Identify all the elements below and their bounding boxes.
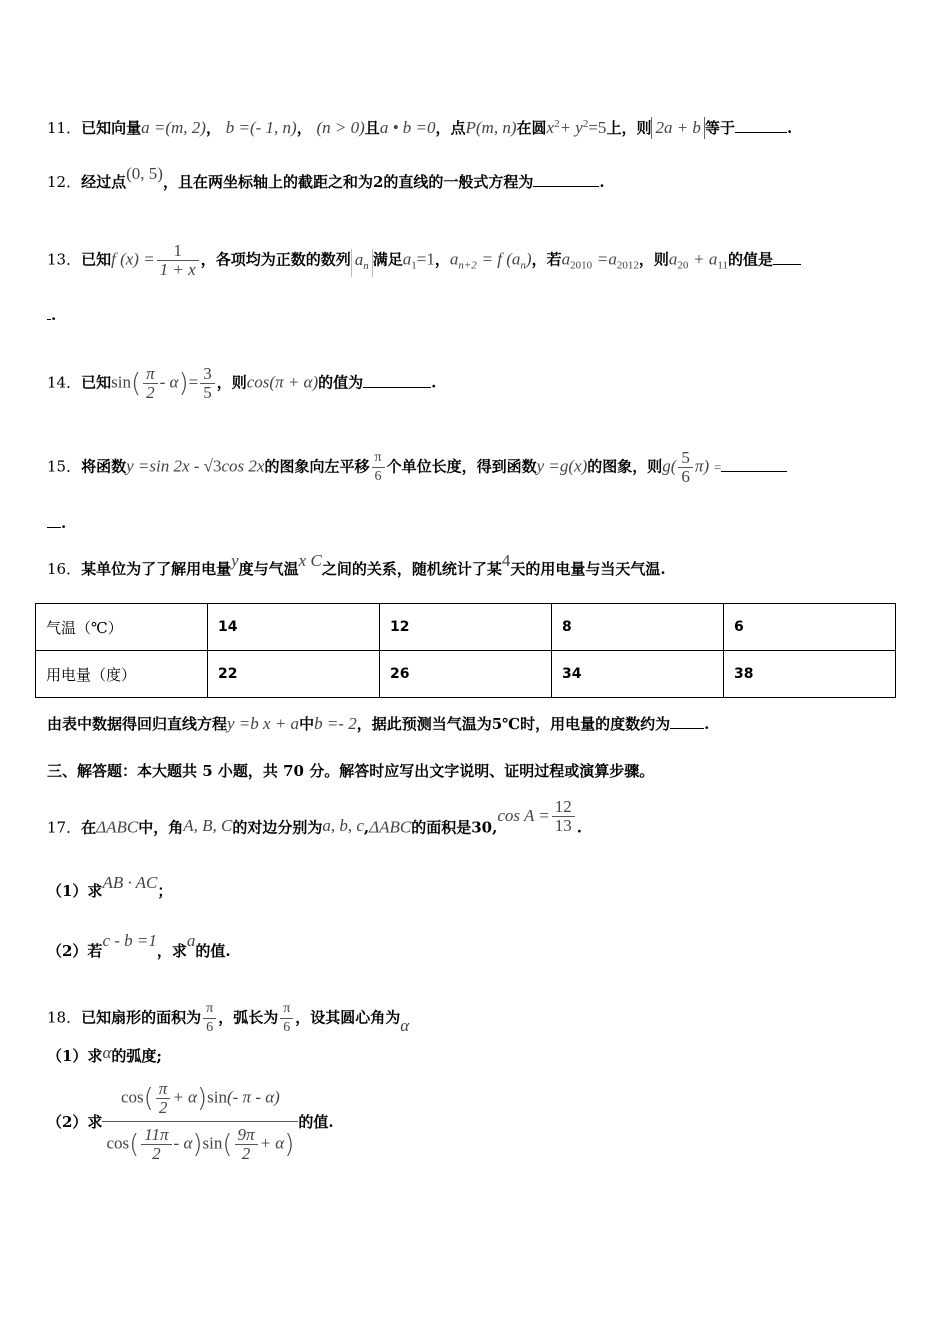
table-row — [36, 604, 896, 651]
math: a — [561, 249, 571, 269]
math-abs: 2a + b — [651, 117, 704, 139]
answer-blank-cont[interactable] — [47, 513, 61, 528]
text: . — [576, 818, 582, 837]
superscript: 2 — [554, 118, 560, 130]
math: P(m, n) — [465, 118, 517, 137]
question-14 — [47, 365, 436, 402]
text: 在 — [81, 818, 97, 837]
denominator: 13 — [552, 816, 575, 835]
data-table — [35, 603, 896, 698]
math: = f (a — [481, 249, 521, 269]
question-18 — [47, 1000, 409, 1037]
math: x — [546, 118, 555, 137]
text: 的面积是 — [411, 818, 472, 837]
question-11 — [47, 113, 792, 139]
math: cos — [120, 1087, 144, 1107]
text: 天的用电量与当天气温. — [510, 560, 666, 578]
text: 等于 — [704, 119, 735, 137]
question-number: 13． — [47, 250, 82, 269]
denominator: 1 + x — [157, 260, 199, 279]
math: =1 — [416, 249, 435, 269]
text: 的值为 — [318, 373, 364, 392]
table-cell: 气温（℃） — [36, 604, 208, 651]
text: ，且在两坐标轴上的截距之和为 — [162, 173, 373, 191]
text: . — [786, 119, 793, 137]
text: . — [599, 173, 605, 191]
subscript: 1 — [411, 259, 417, 272]
question-number: 11． — [47, 119, 82, 137]
big-numerator — [102, 1080, 298, 1121]
math: a, b, c — [322, 815, 364, 835]
text: 的图象，则 — [587, 457, 663, 476]
math: + a — [693, 249, 718, 269]
math: f (x) = — [111, 249, 155, 269]
text: 中 — [299, 715, 315, 733]
text: 上，则 — [606, 119, 652, 137]
table-cell: 34 — [552, 651, 724, 698]
text: 2 — [372, 173, 384, 191]
text: . — [431, 373, 437, 392]
text: （1）求 — [47, 1047, 103, 1065]
right-paren: ) — [196, 1083, 208, 1114]
text: ，则 — [216, 373, 247, 392]
table-cell: 38 — [724, 651, 896, 698]
math: a — [402, 249, 412, 269]
question-18-part-2 — [47, 1080, 334, 1163]
math: (- π - α) — [226, 1087, 280, 1107]
question-16-after — [47, 713, 709, 735]
math: + y — [559, 118, 583, 137]
math: = — [713, 459, 722, 475]
math: AB · AC — [102, 873, 158, 892]
right-paren: ) — [284, 1129, 295, 1160]
text: 的值. — [298, 1113, 334, 1131]
text: 的弧度; — [111, 1047, 162, 1065]
text: ，弧长为 — [218, 1008, 279, 1027]
fraction — [235, 1126, 258, 1163]
question-17 — [47, 797, 582, 847]
text: . — [51, 306, 57, 324]
math: sin — [207, 1087, 227, 1107]
math: 4 — [501, 551, 511, 570]
math: + α — [172, 1087, 197, 1107]
numerator: π — [206, 1001, 214, 1016]
text: ，设其圆心角为 — [295, 1008, 401, 1027]
text: 的直线的一般式方程为 — [383, 173, 534, 191]
denominator: 6 — [280, 1018, 293, 1037]
text: 的图象向左平移 — [264, 457, 370, 476]
subscript: n+2 — [458, 259, 477, 272]
table-cell: 12 — [380, 604, 552, 651]
answer-blank[interactable] — [735, 118, 787, 133]
question-number: 15． — [47, 457, 82, 476]
subscript: 11 — [717, 259, 728, 272]
fraction — [372, 449, 385, 486]
numerator: 12 — [554, 797, 572, 816]
table-cell: 14 — [208, 604, 380, 651]
math: x C — [298, 551, 322, 570]
fraction — [156, 1080, 171, 1117]
question-12 — [47, 164, 605, 193]
math: c - b =1 — [102, 931, 157, 950]
superscript: 2 — [582, 118, 589, 130]
answer-blank[interactable] — [670, 714, 704, 729]
text: 经过点 — [81, 173, 127, 191]
question-13-continuation — [47, 304, 56, 326]
math: cos 2x — [221, 456, 265, 476]
question-16 — [47, 551, 666, 580]
numerator: 11π — [144, 1125, 169, 1144]
text: 且 — [364, 119, 380, 137]
text: ， — [296, 119, 312, 137]
question-17-part-2 — [47, 931, 231, 962]
numerator: π — [146, 364, 155, 383]
math: y =g(x) — [536, 456, 588, 476]
numerator: 3 — [203, 364, 212, 383]
math: √3 — [203, 456, 222, 476]
table-cell: 8 — [552, 604, 724, 651]
math: A, B, C — [183, 815, 233, 835]
text: 的对边分别为 — [232, 818, 323, 837]
answer-blank[interactable] — [363, 373, 431, 388]
subscript: n — [520, 259, 526, 272]
text: 已知 — [81, 373, 112, 392]
math: a — [186, 931, 196, 950]
fraction — [203, 1000, 216, 1037]
math: + α — [259, 1133, 285, 1153]
text: 30, — [471, 818, 498, 837]
fraction — [141, 1126, 171, 1163]
question-18-part-1 — [47, 1045, 162, 1067]
text: 5℃ — [491, 715, 521, 733]
right-paren: ) — [178, 368, 189, 399]
math: y — [231, 551, 239, 570]
math: g( — [662, 456, 677, 476]
subscript: 20 — [677, 259, 689, 272]
denominator: 2 — [141, 1144, 171, 1163]
table-cell: 22 — [208, 651, 380, 698]
table-cell: 6 — [724, 604, 896, 651]
denominator: 5 — [200, 383, 215, 402]
text: . — [61, 514, 67, 532]
math: - α — [159, 372, 179, 392]
math: sin — [202, 1133, 223, 1153]
math: (0, 5) — [126, 164, 163, 183]
text: 某单位为了了解用电量 — [81, 560, 232, 578]
numerator: π — [283, 1001, 291, 1016]
math: y =b x + a — [227, 714, 300, 733]
answer-blank[interactable] — [533, 172, 599, 187]
question-number: 12． — [47, 173, 82, 191]
math: α — [102, 1043, 112, 1062]
fraction — [200, 365, 215, 402]
math: =5 — [588, 118, 607, 137]
left-paren: ( — [143, 1083, 154, 1114]
text: ，各项均为正数的数列 — [200, 250, 351, 269]
denominator: 2 — [235, 1144, 258, 1163]
numerator: 9π — [237, 1125, 255, 1144]
text: 已知扇形的面积为 — [81, 1008, 202, 1027]
subscript: 2010 — [570, 259, 593, 272]
text: ，则 — [638, 250, 669, 269]
table-cell: 26 — [380, 651, 552, 698]
numerator: 5 — [681, 448, 690, 467]
subscript: n — [363, 259, 369, 272]
answer-blank[interactable] — [721, 457, 787, 472]
big-denominator — [102, 1121, 298, 1163]
text: . — [704, 715, 710, 733]
text: 满足 — [372, 250, 403, 269]
text: （2）求 — [47, 1113, 103, 1131]
math: a — [354, 249, 364, 269]
big-fraction — [102, 1080, 298, 1163]
left-paren: ( — [222, 1129, 233, 1160]
math: a =(m, 2) — [141, 118, 206, 137]
math: a • b =0 — [379, 118, 436, 137]
text: ， — [205, 119, 221, 137]
denominator: 6 — [372, 467, 385, 486]
denominator: 6 — [203, 1018, 216, 1037]
fraction — [678, 449, 693, 486]
text: ，据此预测当气温为 — [356, 715, 492, 733]
fraction — [280, 1000, 293, 1037]
fraction — [143, 365, 158, 402]
text: （2）若 — [47, 942, 103, 960]
question-15 — [47, 449, 787, 486]
math: α — [400, 1015, 410, 1035]
math: sin — [111, 372, 131, 392]
text: 由表中数据得回归直线方程 — [47, 715, 228, 733]
question-number: 18． — [47, 1008, 82, 1027]
text: 中，角 — [138, 818, 184, 837]
text: 将函数 — [81, 457, 127, 476]
text: 之间的关系，随机统计了某 — [321, 560, 502, 578]
denominator: 2 — [143, 383, 158, 402]
fraction — [552, 798, 575, 835]
text: 在圆 — [516, 119, 547, 137]
denominator: 6 — [678, 467, 693, 486]
denominator: 2 — [156, 1098, 171, 1117]
right-paren: ) — [192, 1129, 203, 1160]
text: , — [363, 818, 370, 837]
text: ，点 — [435, 119, 466, 137]
math: a — [668, 249, 678, 269]
math: b =(- 1, n) — [225, 118, 297, 137]
subscript: 2012 — [616, 259, 639, 272]
text: 的值是 — [728, 250, 774, 269]
math: cos — [106, 1133, 130, 1153]
math: ) — [525, 249, 532, 269]
question-number: 16． — [47, 560, 82, 578]
text: ，若 — [531, 250, 562, 269]
text: 的值. — [195, 942, 231, 960]
text: 度与气温 — [238, 560, 299, 578]
question-13 — [47, 242, 801, 279]
math: cos A = — [497, 805, 550, 825]
math: b =- 2 — [314, 714, 357, 733]
sequence-brace — [351, 249, 373, 277]
section-heading: 三、解答题：本大题共 5 小题，共 70 分。解答时应写出文字说明、证明过程或演算步骤。 — [47, 762, 655, 780]
fraction — [157, 242, 199, 279]
text: ； — [157, 882, 173, 900]
math: cos(π + α) — [246, 372, 319, 392]
math: a — [449, 249, 459, 269]
text: 个单位长度，得到函数 — [386, 457, 537, 476]
text: 已知向量 — [81, 119, 142, 137]
math: =a — [596, 249, 617, 269]
left-paren: ( — [129, 1129, 140, 1160]
answer-blank[interactable] — [773, 250, 801, 265]
question-number: 17． — [47, 818, 82, 837]
numerator: π — [158, 1079, 168, 1098]
math: = — [188, 372, 199, 392]
math: ΔABC — [369, 817, 412, 837]
text: （1）求 — [47, 882, 103, 900]
question-17-part-1 — [47, 873, 173, 902]
question-number: 14． — [47, 373, 82, 392]
math: y =sin 2x - — [126, 456, 204, 476]
math: (n > 0) — [316, 118, 365, 137]
text: 已知 — [81, 250, 112, 269]
left-paren: ( — [130, 368, 142, 399]
math: - α — [173, 1133, 193, 1153]
question-15-continuation — [47, 512, 66, 534]
text: 时，用电量的度数约为 — [520, 715, 671, 733]
math: π) — [694, 456, 710, 476]
numerator: π — [374, 450, 382, 465]
text: ， — [434, 250, 450, 269]
numerator: 1 — [173, 241, 182, 260]
math: ΔABC — [96, 817, 139, 837]
text: ，求 — [156, 942, 187, 960]
table-cell: 用电量（度） — [36, 651, 208, 698]
table-row — [36, 651, 896, 698]
